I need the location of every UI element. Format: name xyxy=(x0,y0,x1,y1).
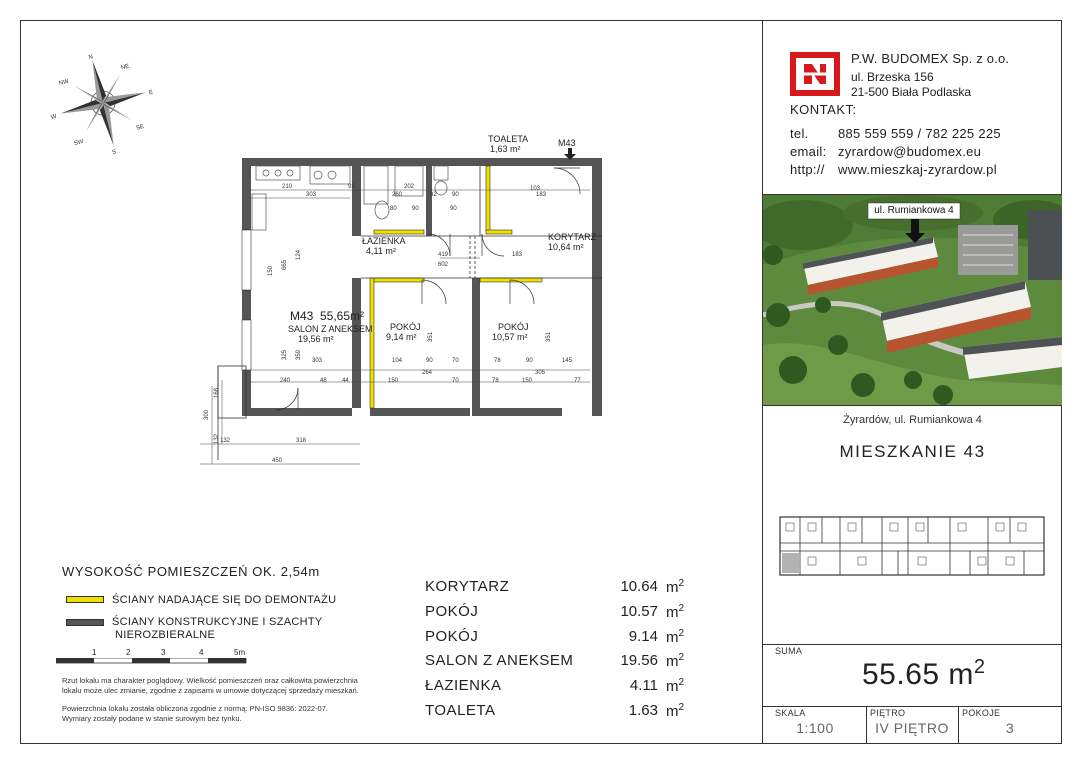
dim-label: 103 xyxy=(530,186,541,192)
table-room-unit-exp: 2 xyxy=(678,578,685,589)
total-area-unit: m xyxy=(948,658,974,691)
demolish-wall-label: ŚCIANY NADAJĄCE SIĘ DO DEMONTAŻU xyxy=(112,594,337,606)
compass-se-label: SE xyxy=(135,123,145,132)
email-label: email: xyxy=(790,144,827,159)
dim-label: 351 xyxy=(546,331,552,342)
room-korytarz-name: KORYTARZ xyxy=(548,232,597,242)
table-room-unit-exp: 2 xyxy=(678,603,685,614)
dim-label: 132 xyxy=(214,433,220,444)
dim-label: 104 xyxy=(392,358,403,364)
table-room-unit-m: m xyxy=(666,678,679,695)
company-name: P.W. BUDOMEX Sp. z o.o. xyxy=(851,51,1010,66)
divider-line xyxy=(763,405,1062,406)
company-address xyxy=(851,70,971,100)
room-korytarz-area: 10,64 m² xyxy=(548,242,584,252)
pokoje-label: POKOJE xyxy=(962,708,1001,718)
dim-label: 183 xyxy=(512,252,523,258)
dim-label: 419 xyxy=(438,252,449,258)
standard-line: Wymiary zostały podane w stanie surowym bez tynku. xyxy=(62,714,242,723)
floor-plan xyxy=(190,130,610,475)
compass-n-label: N xyxy=(87,54,94,62)
table-room-unit-m: m xyxy=(666,653,679,670)
building-key-plan xyxy=(778,513,1046,579)
table-room-area: 10.64 xyxy=(620,578,658,595)
disclaimer-note xyxy=(62,676,362,696)
table-room-name: SALON Z ANEKSEM xyxy=(425,652,574,669)
room-toaleta-name: TOALETA xyxy=(488,134,529,144)
standard-note xyxy=(62,704,362,724)
standard-line: Powierzchnia lokalu została obliczona zgodnie z normą: PN-ISO 9836: 2022-07. xyxy=(62,704,328,713)
dim-label: 80 xyxy=(390,206,397,212)
photo-caption: Żyrardów, ul. Rumiankowa 4 xyxy=(843,414,982,426)
contact-heading: KONTAKT: xyxy=(790,102,857,117)
pokoje-value: 3 xyxy=(1005,720,1015,736)
dim-label: 90 xyxy=(452,192,459,198)
table-room-name: KORYTARZ xyxy=(425,578,510,595)
dim-label: 70 xyxy=(452,378,459,384)
http-label: http:// xyxy=(790,162,825,177)
demolish-wall-swatch xyxy=(66,596,104,603)
table-room-unit xyxy=(666,603,684,621)
table-room-unit xyxy=(666,652,684,670)
pietro-label: PIĘTRO xyxy=(870,708,906,718)
skala-label: SKALA xyxy=(775,708,806,718)
table-room-area: 1.63 xyxy=(628,702,658,719)
company-city: 21-500 Biała Podlaska xyxy=(851,85,972,99)
structural-wall-label-line1: ŚCIANY KONSTRUKCYJNE I SZACHTY xyxy=(112,616,323,628)
email-value[interactable]: zyrardow@budomex.eu xyxy=(838,144,982,159)
dim-label: 318 xyxy=(296,438,307,444)
table-room-unit xyxy=(666,702,684,720)
dim-label: 78 xyxy=(492,378,499,384)
room-pokoj1-name: POKÓJ xyxy=(390,322,421,332)
table-room-unit-m: m xyxy=(666,604,679,621)
table-room-name: POKÓJ xyxy=(425,603,479,620)
dim-label: 359 xyxy=(296,349,302,360)
table-room-name: POKÓJ xyxy=(425,628,479,645)
dim-label: 210 xyxy=(282,184,293,190)
table-room-area: 19.56 xyxy=(620,652,658,669)
disclaimer-line: lokalu może ulec zmianie, zgodnie z zapisami w umowie dotyczącej sprzedaży mieszkań. xyxy=(62,686,359,695)
dim-label: 150 xyxy=(522,378,533,384)
room-toaleta-area: 1,63 m² xyxy=(490,144,521,154)
table-room-name: TOALETA xyxy=(425,702,496,719)
dim-label: 260 xyxy=(392,192,403,198)
room-salon-area: 19,56 m² xyxy=(298,334,334,344)
dim-label: 150 xyxy=(268,265,274,276)
scale-tick-label: 2 xyxy=(126,648,131,657)
room-salon-name: SALON Z ANEKSEM xyxy=(288,324,373,334)
pietro-value: IV PIĘTRO xyxy=(875,720,949,736)
apartment-title: MIESZKANIE 43 xyxy=(839,442,986,461)
photo-callout: ul. Rumiankowa 4 xyxy=(874,205,954,216)
compass-sw-label: SW xyxy=(73,138,85,148)
dim-label: 90 xyxy=(426,358,433,364)
table-room-area: 4.11 xyxy=(629,677,658,694)
dim-label: 325 xyxy=(282,349,288,360)
website-link[interactable]: www.mieszkaj-zyrardow.pl xyxy=(838,162,997,177)
divider-line xyxy=(763,644,1062,645)
dim-label: 202 xyxy=(404,184,415,190)
company-logo xyxy=(790,52,840,96)
room-pokoj1-area: 9,14 m² xyxy=(386,332,417,342)
table-room-name: ŁAZIENKA xyxy=(425,677,502,694)
total-area xyxy=(862,656,986,692)
table-room-area: 9.14 xyxy=(628,628,658,645)
table-room-area: 10.57 xyxy=(620,603,658,620)
dim-label: 240 xyxy=(280,378,291,384)
aerial-photo xyxy=(763,195,1062,405)
dim-label: 183 xyxy=(536,192,547,198)
room-pokoj2-area: 10,57 m² xyxy=(492,332,528,342)
compass-e-label: E xyxy=(148,89,154,97)
dim-label: 168 xyxy=(214,387,220,398)
dim-label: 124 xyxy=(296,249,302,260)
dim-label: 150 xyxy=(388,378,399,384)
entrance-label: M43 xyxy=(558,138,576,148)
dim-label: 303 xyxy=(312,358,323,364)
dim-label: 300 xyxy=(204,409,210,420)
skala-value: 1:100 xyxy=(796,720,834,736)
room-lazienka-area: 4,11 m² xyxy=(366,246,396,256)
dim-label: 132 xyxy=(220,438,231,444)
dim-label: 90 xyxy=(526,358,533,364)
dim-label: 145 xyxy=(562,358,573,364)
table-room-unit xyxy=(666,578,684,596)
apartment-plan-area: 55,65m² xyxy=(320,309,365,323)
table-room-unit-m: m xyxy=(666,579,679,596)
room-height-note: WYSOKOŚĆ POMIESZCZEŃ OK. 2,54m xyxy=(62,564,320,579)
table-room-unit-m: m xyxy=(666,629,679,646)
structural-wall-label-line2: NIEROZBIERALNE xyxy=(115,629,216,641)
dim-label: 305 xyxy=(535,370,546,376)
suma-label: SUMA xyxy=(775,646,803,656)
tel-value[interactable]: 885 559 559 / 782 225 225 xyxy=(838,126,1001,141)
divider-line xyxy=(763,706,1062,707)
table-room-unit-exp: 2 xyxy=(678,628,685,639)
scale-tick-label: 1 xyxy=(92,648,97,657)
dim-label: 602 xyxy=(438,262,449,268)
dim-label: 78 xyxy=(494,358,501,364)
dim-label: 93 xyxy=(348,184,355,190)
dim-label: 77 xyxy=(574,378,581,384)
dim-label: 450 xyxy=(272,458,283,464)
structural-wall-swatch xyxy=(66,619,104,626)
scale-tick-label: 5m xyxy=(234,648,246,657)
compass-ne-label: NE xyxy=(120,63,131,72)
table-room-unit-exp: 2 xyxy=(678,652,685,663)
tel-label: tel. xyxy=(790,126,809,141)
dim-label: 90 xyxy=(450,206,457,212)
scale-tick-label: 3 xyxy=(161,648,166,657)
table-room-unit xyxy=(666,628,684,646)
compass-w-label: W xyxy=(50,113,58,121)
total-area-value: 55.65 xyxy=(862,658,940,691)
compass-rose-icon xyxy=(48,48,158,158)
compass-s-label: S xyxy=(111,149,118,157)
table-room-unit xyxy=(666,677,684,695)
structural-wall-label xyxy=(112,616,323,642)
apartment-plan-label: M43 xyxy=(290,309,314,323)
dim-label: 32 xyxy=(430,192,437,198)
table-room-unit-exp: 2 xyxy=(678,702,685,713)
dim-label: 70 xyxy=(452,358,459,364)
company-street: ul. Brzeska 156 xyxy=(851,70,934,84)
room-lazienka-name: ŁAZIENKA xyxy=(362,236,406,246)
disclaimer-line: Rzut lokalu ma charakter poglądowy. Wielkość pomieszczeń oraz całkowita powierzchnia xyxy=(62,676,358,685)
table-room-unit-m: m xyxy=(666,703,679,720)
dim-label: 303 xyxy=(306,192,317,198)
compass-nw-label: NW xyxy=(58,78,70,87)
table-room-unit-exp: 2 xyxy=(678,677,685,688)
dim-label: 351 xyxy=(428,331,434,342)
dim-label: 665 xyxy=(282,259,288,270)
dim-label: 44 xyxy=(342,378,349,384)
dim-label: 90 xyxy=(412,206,419,212)
dim-label: 48 xyxy=(320,378,327,384)
dim-label: 264 xyxy=(422,370,433,376)
scale-tick-label: 4 xyxy=(199,648,204,657)
total-area-exp: 2 xyxy=(973,656,986,678)
room-pokoj2-name: POKÓJ xyxy=(498,322,529,332)
